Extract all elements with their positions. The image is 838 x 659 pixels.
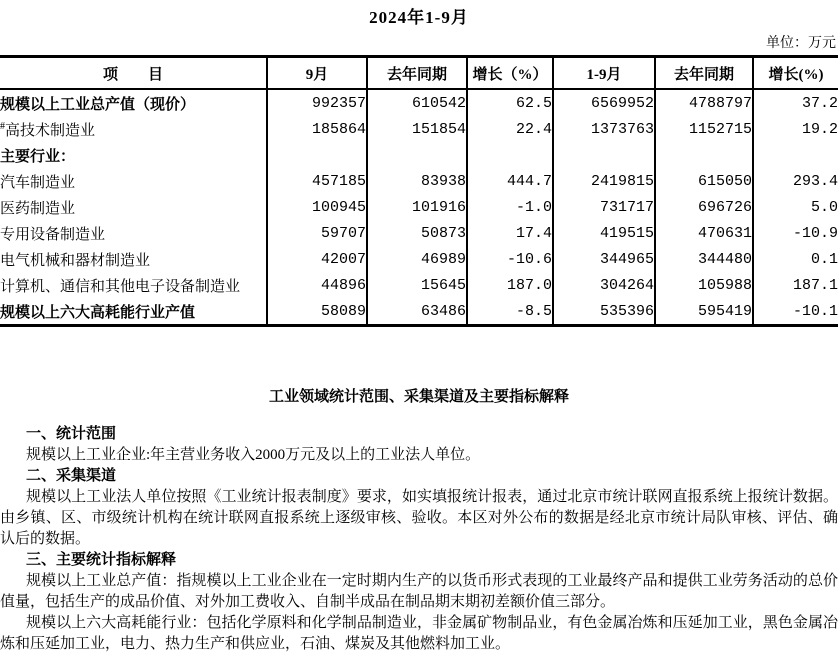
row-label: 医药制造业 (0, 200, 76, 217)
cell-value: 610542 (367, 89, 467, 116)
cell-value: 17.4 (467, 220, 553, 246)
cell-value: 444.7 (467, 168, 553, 194)
cell-value: 4788797 (655, 89, 753, 116)
row-label: 计算机、通信和其他电子设备制造业 (0, 278, 241, 295)
cell-value: 595419 (655, 298, 753, 326)
row-label-text: 高技术制造业 (5, 122, 96, 139)
cell-value: 187.0 (467, 272, 553, 298)
cell-value: 58089 (267, 298, 367, 326)
col-header-month-prev-year: 去年同期 (367, 57, 467, 90)
cell-value: 15645 (367, 272, 467, 298)
row-label: 电气机械和器材制造业 (0, 252, 151, 269)
cell-value: -10.9 (753, 220, 838, 246)
col-header-month: 9月 (267, 57, 367, 90)
cell-value (753, 142, 838, 168)
cell-value: -10.1 (753, 298, 838, 326)
cell-value: 100945 (267, 194, 367, 220)
table-row-energy-intensive (0, 298, 838, 326)
cell-value: -1.0 (467, 194, 553, 220)
col-header-ytd-prev-year: 去年同期 (655, 57, 753, 90)
cell-value (367, 142, 467, 168)
cell-value: 1152715 (655, 116, 753, 142)
cell-value: 1373763 (553, 116, 655, 142)
cell-value: 151854 (367, 116, 467, 142)
cell-value: 992357 (267, 89, 367, 116)
cell-value (553, 142, 655, 168)
table-row-major-industries-heading (0, 142, 838, 168)
cell-value: 22.4 (467, 116, 553, 142)
cell-value (267, 142, 367, 168)
cell-value (655, 142, 753, 168)
cell-value: 37.2 (753, 89, 838, 116)
cell-value: 46989 (367, 246, 467, 272)
cell-value: 42007 (267, 246, 367, 272)
cell-value: 419515 (553, 220, 655, 246)
cell-value: 185864 (267, 116, 367, 142)
cell-value: 44896 (267, 272, 367, 298)
cell-value: 344480 (655, 246, 753, 272)
note-paragraph: 规模以上工业企业:年主营业务收入2000万元及以上的工业法人单位。 (26, 447, 481, 463)
cell-value: 19.2 (753, 116, 838, 142)
cell-value: 101916 (367, 194, 467, 220)
row-label: 专用设备制造业 (0, 226, 106, 243)
col-header-ytd: 1-9月 (553, 57, 655, 90)
col-header-month-growth: 增长（%） (467, 57, 553, 90)
hash-mark: # (0, 120, 5, 132)
cell-value: 62.5 (467, 89, 553, 116)
table-row-hightech (0, 116, 838, 142)
unit-label: 单位：万元 (766, 36, 836, 51)
table-row-pharma (0, 194, 838, 220)
cell-value: 5.0 (753, 194, 838, 220)
note-paragraph: 规模以上工业法人单位按照《工业统计报表制度》要求，如实填报统计报表，通过北京市统计联网直报系统上报统计数据。由乡镇、区、市级统计机构在统计联网直报系统上逐级审核、验收。本区对外公布的数据是经北京市统计局队审核、评估、确认后的数据。 (0, 489, 838, 547)
cell-value: 50873 (367, 220, 467, 246)
table-row-gross-output (0, 89, 838, 116)
row-label (0, 116, 267, 142)
row-label: 汽车制造业 (0, 174, 76, 191)
note-paragraph: 规模以上工业总产值：指规模以上工业企业在一定时期内生产的以货币形式表现的工业最终产品和提供工业劳务活动的总价值量，包括生产的成品价值、对外加工费收入、自制半成品在制品期末期初差额价值三部分。 (0, 573, 838, 610)
row-label: 规模以上六大高耗能行业产值 (0, 304, 196, 321)
cell-value: 615050 (655, 168, 753, 194)
cell-value: 293.4 (753, 168, 838, 194)
cell-value: 59707 (267, 220, 367, 246)
note-title-scope: 一、统计范围 (26, 426, 117, 442)
cell-value: 63486 (367, 298, 467, 326)
cell-value (467, 142, 553, 168)
cell-value: 304264 (553, 272, 655, 298)
cell-value: 535396 (553, 298, 655, 326)
industry-output-table (0, 55, 838, 327)
table-row-electrical-machinery (0, 246, 838, 272)
page-title: 2024年1-9月 (369, 8, 469, 27)
table-row-automobile (0, 168, 838, 194)
notes-heading: 工业领域统计范围、采集渠道及主要指标解释 (268, 389, 569, 405)
table-header-row (0, 57, 838, 90)
note-paragraph: 规模以上六大高耗能行业：包括化学原料和化学制品制造业，非金属矿物制品业，有色金属冶炼和压延加工业，黑色金属冶炼和压延加工业，电力、热力生产和供应业，石油、煤炭及其他燃料加工业。 (0, 615, 838, 652)
row-label: 主要行业： (0, 148, 76, 165)
cell-value: 2419815 (553, 168, 655, 194)
cell-value: 731717 (553, 194, 655, 220)
note-title-indicators: 三、主要统计指标解释 (26, 552, 177, 568)
cell-value: 470631 (655, 220, 753, 246)
col-header-ytd-growth: 增长(%) (753, 57, 838, 90)
cell-value: 187.1 (753, 272, 838, 298)
cell-value: 0.1 (753, 246, 838, 272)
cell-value: -8.5 (467, 298, 553, 326)
cell-value: 6569952 (553, 89, 655, 116)
cell-value: 696726 (655, 194, 753, 220)
table-row-computer-electronics (0, 272, 838, 298)
note-title-collection: 二、采集渠道 (26, 468, 117, 484)
notes-section (0, 385, 838, 655)
cell-value: 457185 (267, 168, 367, 194)
col-header-item: 项 目 (0, 57, 267, 90)
table-row-special-equipment (0, 220, 838, 246)
cell-value: 344965 (553, 246, 655, 272)
cell-value: 83938 (367, 168, 467, 194)
cell-value: -10.6 (467, 246, 553, 272)
cell-value: 105988 (655, 272, 753, 298)
row-label: 规模以上工业总产值（现价） (0, 96, 196, 113)
